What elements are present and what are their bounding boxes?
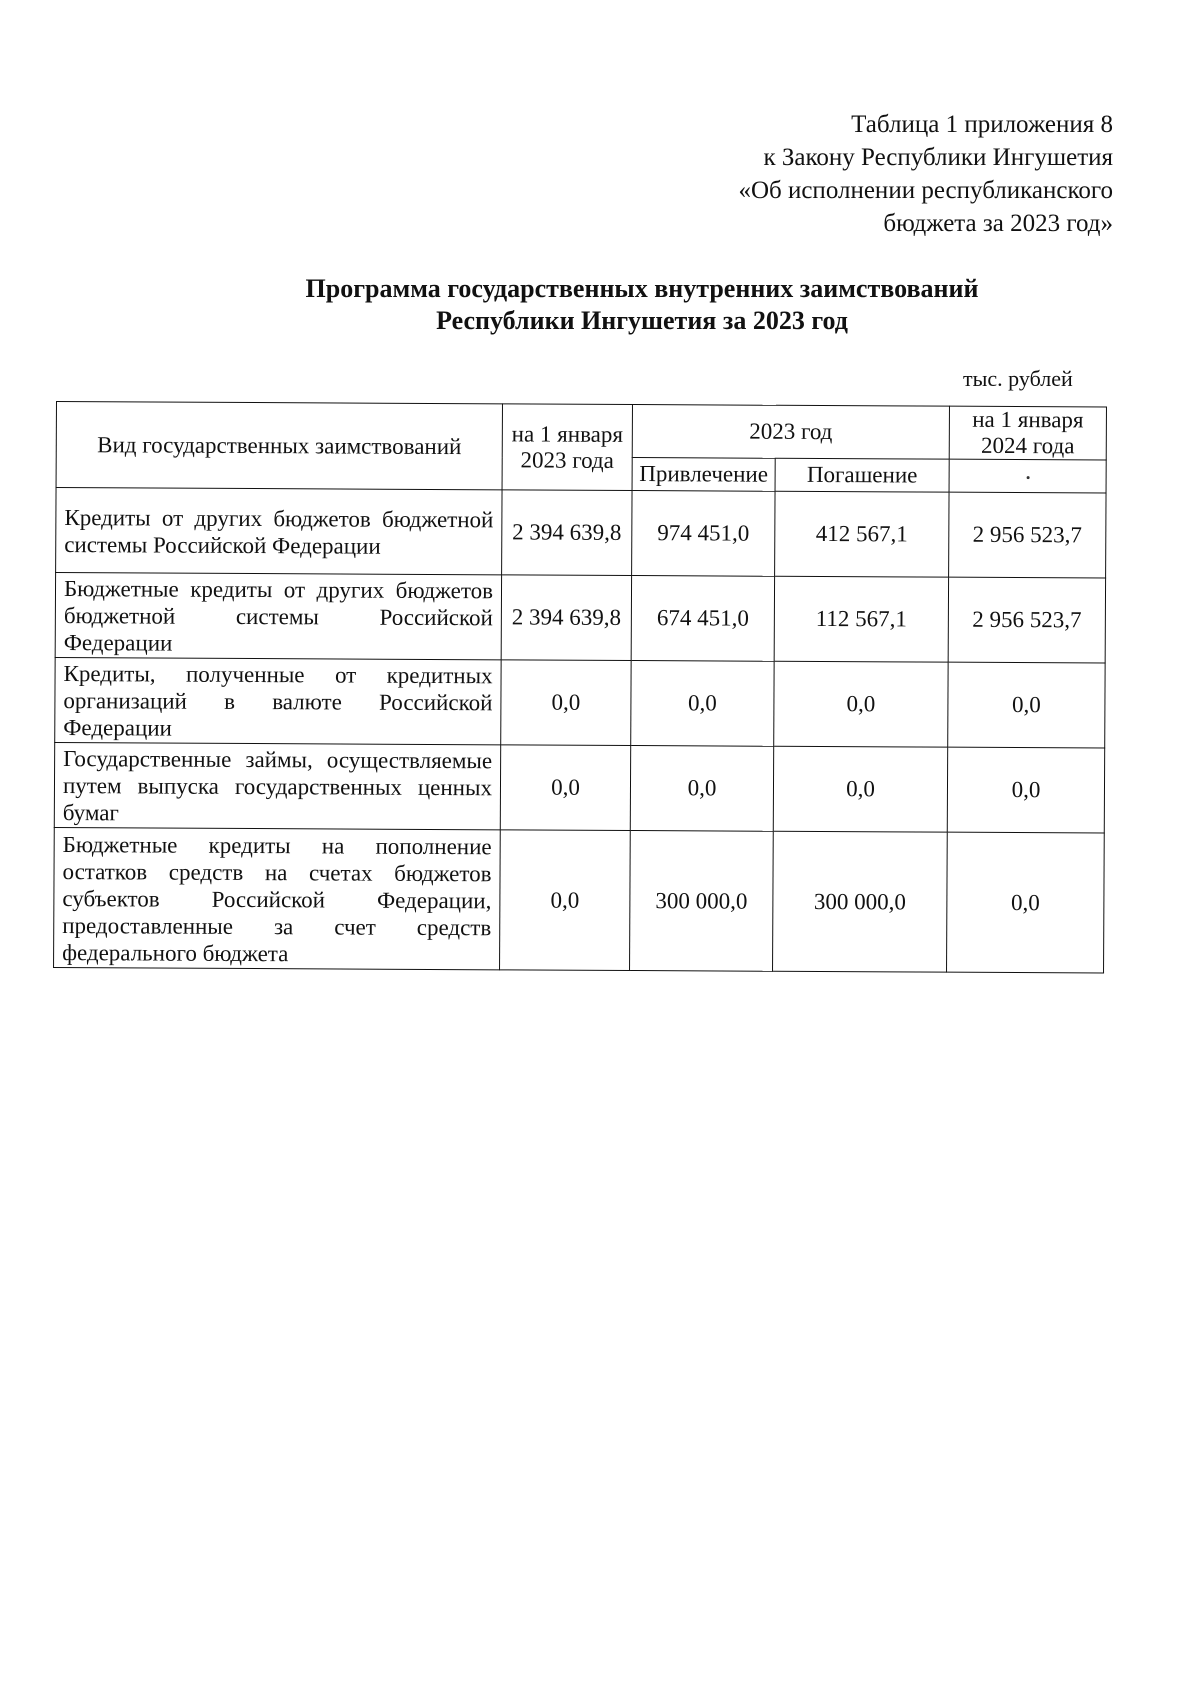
cell-repayment: 300 000,0 — [773, 831, 948, 972]
cell-repayment: 0,0 — [773, 746, 947, 832]
cell-jan-2024: 0,0 — [948, 662, 1105, 748]
cell-attraction: 0,0 — [631, 661, 774, 747]
header-jan-2024-sub — [949, 459, 1106, 493]
appendix-header-line: к Закону Республики Ингушетия — [763, 144, 1113, 171]
table-row — [54, 827, 1105, 972]
document-title-line: Программа государственных внутренних заимствований — [305, 274, 979, 303]
cell-attraction: 0,0 — [630, 746, 773, 832]
header-jan-2023: на 1 января 2023 года — [502, 404, 632, 491]
table-row — [54, 742, 1104, 832]
cell-repayment: 112 567,1 — [774, 576, 948, 662]
units-label: тыс. рублей — [963, 366, 1073, 391]
cell-jan-2024: 0,0 — [947, 832, 1105, 973]
header-jan-2024: на 1 января 2024 года — [949, 406, 1106, 460]
cell-repayment: 412 567,1 — [775, 491, 949, 577]
table-row — [55, 657, 1105, 747]
row-name: Кредиты от других бюджетов бюджетной системы Российской Федерации — [56, 488, 502, 575]
document-title — [0, 273, 1200, 337]
header-year-2023: 2023 год — [632, 405, 949, 460]
row-name: Кредиты, полученные от кредитных организаций в валюте Российской Федерации — [55, 657, 501, 744]
appendix-header-line: Таблица 1 приложения 8 — [851, 111, 1113, 138]
cell-jan-2023: 0,0 — [501, 660, 631, 746]
table-row — [56, 488, 1106, 578]
row-name: Государственные займы, осуществляемые путем выпуска государственных ценных бумаг — [54, 742, 500, 829]
row-name: Бюджетные кредиты на пополнение остатков средств на счетах бюджетов субъектов Российской Федерации, предоставленные за счет средств федерального бюджета — [54, 827, 501, 969]
cell-jan-2024: 2 956 523,7 — [948, 577, 1105, 663]
appendix-header-line: «Об исполнении республиканского — [738, 177, 1113, 204]
cell-attraction: 674 451,0 — [631, 576, 774, 662]
row-name: Бюджетные кредиты от других бюджетов бюджетной системы Российской Федерации — [55, 573, 501, 660]
cell-attraction: 300 000,0 — [630, 831, 774, 972]
borrowing-table — [53, 401, 1107, 973]
document-title-line: Республики Ингушетия за 2023 год — [436, 306, 848, 335]
cell-jan-2023: 0,0 — [500, 745, 630, 831]
borrowing-table-wrapper — [53, 401, 1107, 973]
appendix-header — [738, 108, 1113, 240]
cell-jan-2023: 0,0 — [500, 830, 631, 971]
header-repayment: Погашение — [775, 458, 949, 492]
mark-dot — [1026, 476, 1029, 479]
header-attraction: Привлечение — [632, 458, 775, 492]
cell-jan-2023: 2 394 639,8 — [502, 490, 632, 576]
cell-attraction: 974 451,0 — [632, 491, 775, 577]
cell-repayment: 0,0 — [774, 661, 948, 747]
header-borrowing-type: Вид государственных заимствований — [56, 402, 502, 490]
appendix-header-line: бюджета за 2023 год» — [883, 210, 1113, 237]
table-row — [55, 573, 1105, 663]
cell-jan-2023: 2 394 639,8 — [501, 575, 631, 661]
cell-jan-2024: 2 956 523,7 — [949, 492, 1106, 578]
cell-jan-2024: 0,0 — [947, 747, 1104, 833]
